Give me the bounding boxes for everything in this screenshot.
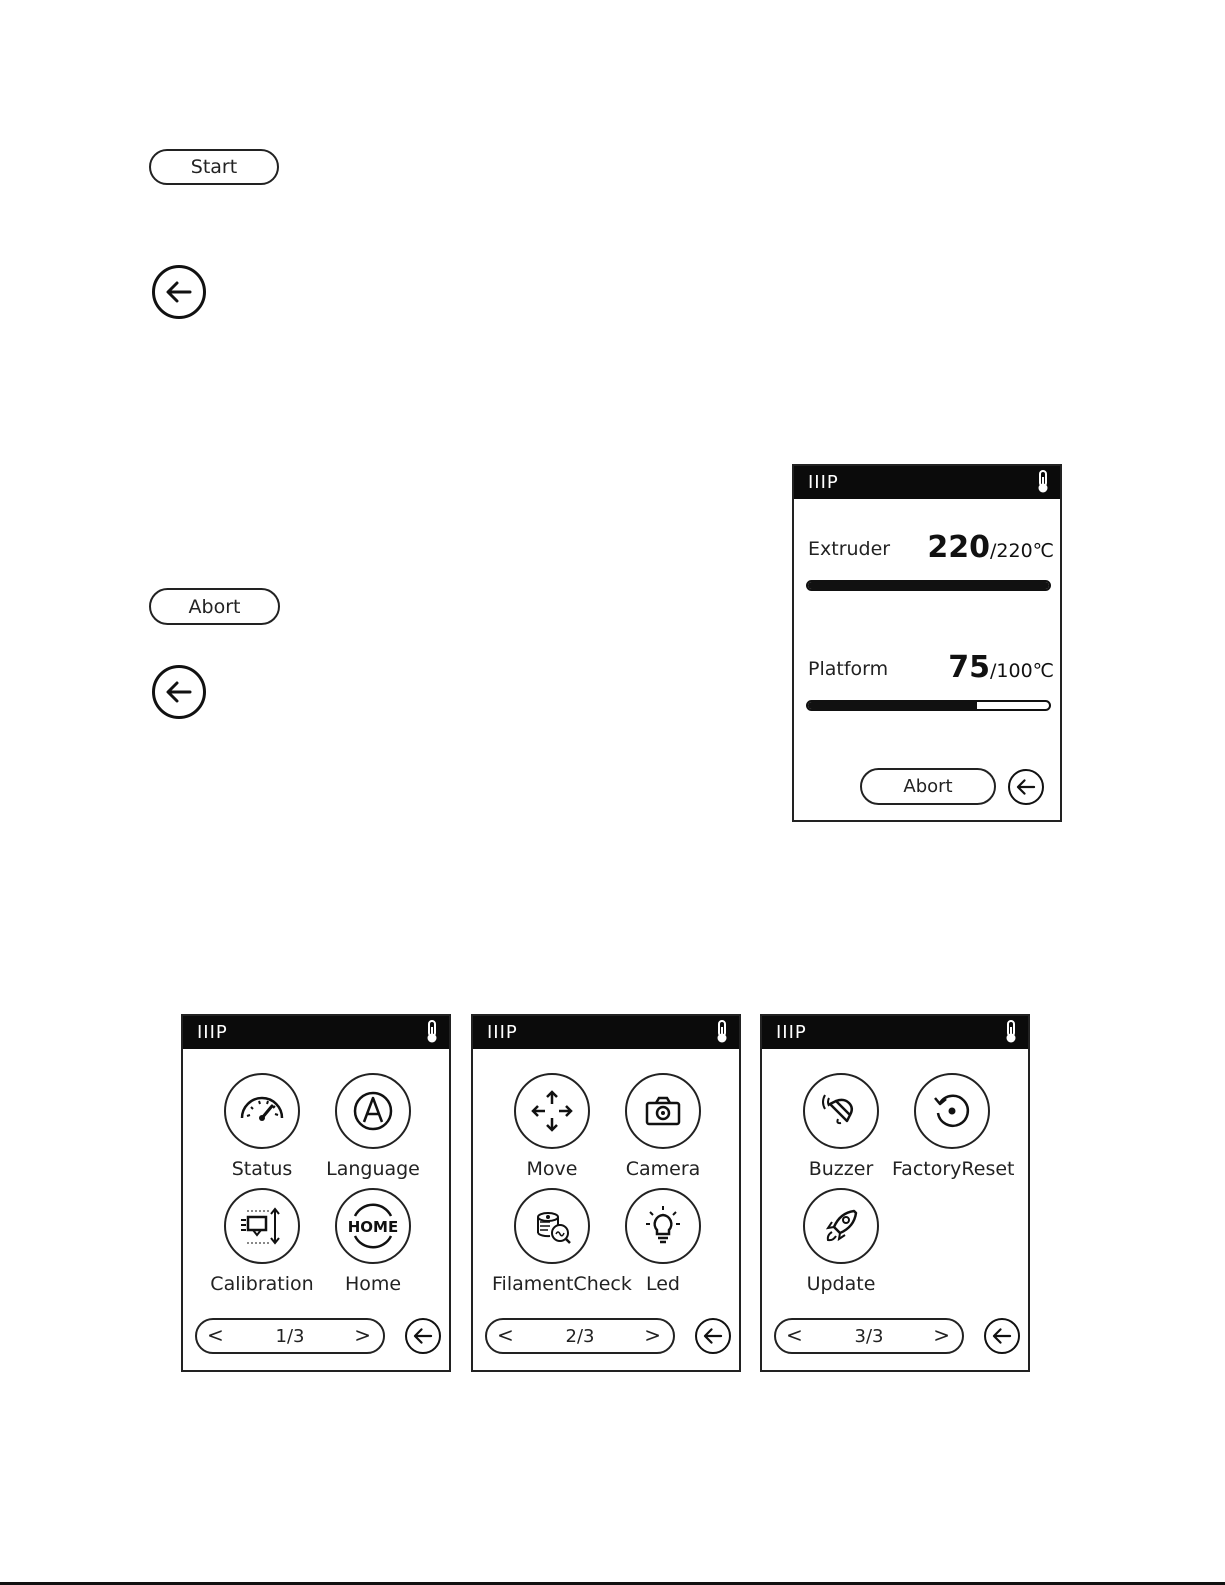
rocket-icon (803, 1188, 879, 1264)
extruder-target-temp: /220℃ (989, 540, 1054, 562)
page-navigator (485, 1318, 675, 1354)
screen-header (183, 1016, 449, 1049)
menu-item-label: Language (326, 1158, 420, 1180)
prev-page-button[interactable]: < (497, 1323, 514, 1347)
platform-current-temp: 75 (948, 650, 990, 685)
back-button[interactable] (152, 265, 206, 319)
prev-page-button[interactable]: < (786, 1323, 803, 1347)
reset-icon (914, 1073, 990, 1149)
filament-icon (514, 1188, 590, 1264)
platform-temperature (948, 650, 1054, 685)
menu-item-buzzer[interactable] (781, 1073, 901, 1180)
next-page-button[interactable]: > (933, 1323, 950, 1347)
arrow-left-icon (991, 1325, 1013, 1347)
thermometer-icon (1036, 470, 1050, 494)
menu-item-language[interactable] (313, 1073, 433, 1180)
arrow-left-icon (412, 1325, 434, 1347)
back-button[interactable] (152, 665, 206, 719)
thermometer-icon (425, 1020, 439, 1044)
menu-item-label: Move (526, 1158, 578, 1180)
menu-item-label: Buzzer (808, 1158, 874, 1180)
arrow-left-icon (702, 1325, 724, 1347)
bell-icon (803, 1073, 879, 1149)
arrow-left-icon (1015, 776, 1037, 798)
home-icon (335, 1188, 411, 1264)
platform-progress-fill (808, 702, 977, 709)
abort-button[interactable]: Abort (149, 588, 280, 625)
brand-label: IIIP (808, 472, 839, 493)
back-button[interactable] (1008, 769, 1044, 805)
menu-item-camera[interactable] (603, 1073, 723, 1180)
page-navigator (774, 1318, 964, 1354)
brand-label: IIIP (487, 1022, 518, 1043)
prev-page-button[interactable]: < (207, 1323, 224, 1347)
menu-item-led[interactable] (603, 1188, 723, 1295)
page-indicator: 3/3 (854, 1326, 884, 1347)
extruder-current-temp: 220 (927, 530, 990, 565)
menu-item-label: FilamentCheck (492, 1273, 632, 1295)
menu-item-home[interactable] (313, 1188, 433, 1295)
back-button[interactable] (984, 1318, 1020, 1354)
start-button[interactable]: Start (149, 149, 279, 185)
brand-label: IIIP (776, 1022, 807, 1043)
platform-label: Platform (808, 658, 889, 680)
thermometer-icon (715, 1020, 729, 1044)
screen-header (473, 1016, 739, 1049)
brand-label: IIIP (197, 1022, 228, 1043)
menu-item-move[interactable] (492, 1073, 612, 1180)
camera-icon (625, 1073, 701, 1149)
menu-item-status[interactable] (202, 1073, 322, 1180)
home-icon-text: HOME (347, 1218, 399, 1236)
menu-item-label: Calibration (210, 1273, 314, 1295)
menu-item-calibration[interactable] (202, 1188, 322, 1295)
page-indicator: 2/3 (565, 1326, 595, 1347)
menu-item-filamentcheck[interactable] (492, 1188, 632, 1295)
abort-button[interactable]: Abort (860, 768, 996, 805)
gauge-icon (224, 1073, 300, 1149)
page-indicator: 1/3 (275, 1326, 305, 1347)
menu-item-label: Camera (625, 1158, 701, 1180)
menu-screen-2 (471, 1014, 741, 1372)
thermometer-icon (1004, 1020, 1018, 1044)
back-button[interactable] (695, 1318, 731, 1354)
menu-item-factoryreset[interactable] (892, 1073, 1015, 1180)
back-button[interactable] (405, 1318, 441, 1354)
next-page-button[interactable]: > (354, 1323, 371, 1347)
menu-item-label: Led (645, 1273, 680, 1295)
calibration-icon (224, 1188, 300, 1264)
page-navigator (195, 1318, 385, 1354)
bulb-icon (625, 1188, 701, 1264)
arrow-left-icon (164, 677, 194, 707)
menu-screen-1 (181, 1014, 451, 1372)
platform-progress-bar (806, 700, 1051, 711)
screen-header (762, 1016, 1028, 1049)
menu-item-label: Status (231, 1158, 293, 1180)
menu-item-label: Update (806, 1273, 876, 1295)
move-icon (514, 1073, 590, 1149)
menu-item-update[interactable] (781, 1188, 901, 1295)
arrow-left-icon (164, 277, 194, 307)
temperature-screen (792, 464, 1062, 822)
menu-screen-3 (760, 1014, 1030, 1372)
extruder-progress-bar (806, 580, 1051, 591)
extruder-temperature (927, 530, 1054, 565)
platform-target-temp: /100℃ (989, 660, 1054, 682)
extruder-progress-fill (808, 582, 1049, 589)
menu-item-label: Home (344, 1273, 402, 1295)
extruder-label: Extruder (808, 538, 891, 560)
next-page-button[interactable]: > (644, 1323, 661, 1347)
screen-header (794, 466, 1060, 499)
language-icon (335, 1073, 411, 1149)
menu-item-label: FactoryReset (892, 1158, 1015, 1180)
